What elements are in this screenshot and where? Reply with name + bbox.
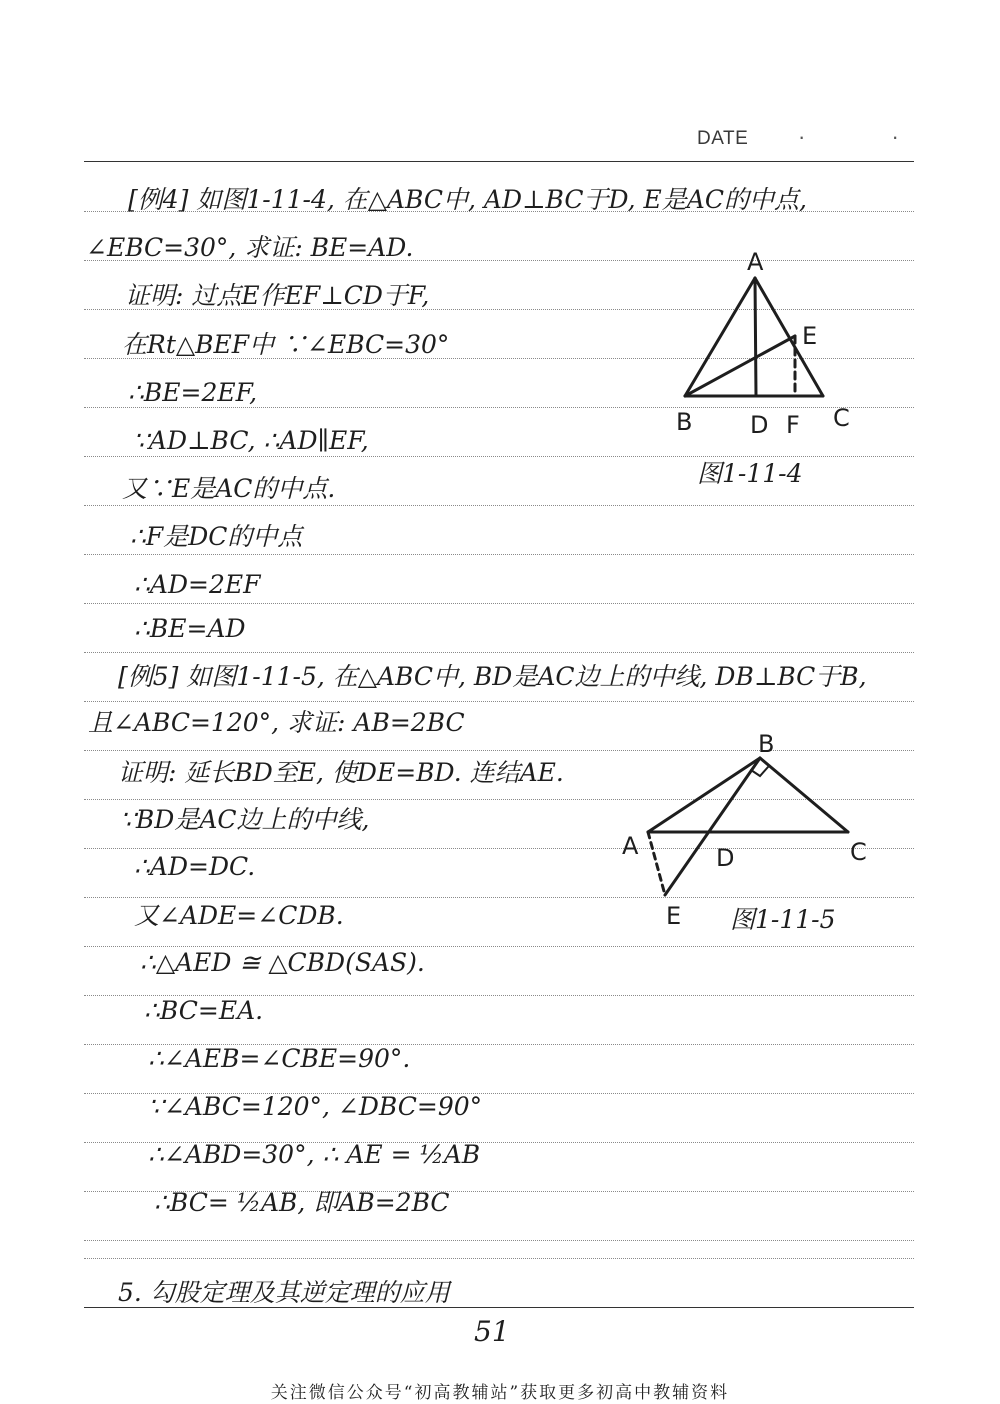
example5-proof-line: ∴∠AEB=∠CBE=90°. [148, 1044, 411, 1073]
label-e: E [802, 322, 818, 350]
label-e: E [666, 902, 682, 930]
ruled-line [84, 1258, 914, 1259]
label-c: C [850, 838, 867, 866]
ruled-line [84, 554, 914, 555]
section-heading: 5. 勾股定理及其逆定理的应用 [118, 1278, 450, 1307]
example5-proof-line: ∴AD=DC. [134, 852, 256, 881]
altitude-ad [755, 278, 756, 396]
label-a: A [622, 832, 639, 860]
page-number: 51 [474, 1315, 510, 1348]
example5-proof-line: ∴BC= ½AB, 即AB=2BC [154, 1188, 450, 1217]
date-label: DATE [697, 128, 749, 149]
example5-proof-line: 证明: 延长BD至E, 使DE=BD. 连结AE. [118, 758, 564, 787]
example4-proof-line: ∴BE=2EF, [128, 378, 258, 407]
ruled-line [84, 652, 914, 653]
example5-problem-line2: 且∠ABC=120°, 求证: AB=2BC [88, 708, 465, 737]
segment-be [665, 758, 760, 895]
example5-proof-line: ∴∠ABD=30°, ∴ AE = ½AB [148, 1140, 481, 1169]
figure-1-11-4-caption: 图1-11-4 [697, 459, 803, 488]
figure-1-11-4 [670, 248, 870, 448]
example4-proof-line: 在Rt△BEF中 ∵∠EBC=30° [122, 330, 450, 359]
label-b: B [758, 730, 775, 758]
side-bc [760, 758, 848, 832]
example5-proof-line: ∴△AED ≅ △CBD(SAS). [140, 948, 425, 977]
footer-rule [84, 1307, 914, 1308]
example5-proof-line: ∴BC=EA. [144, 996, 264, 1025]
example5-problem-line1: [例5] 如图1-11-5, 在△ABC中, BD是AC边上的中线, DB⊥BC于B, [118, 662, 867, 691]
footer-note: 关注微信公众号“初高教辅站”获取更多初高中教辅资料 [270, 1383, 730, 1403]
example5-proof-line: ∵∠ABC=120°, ∠DBC=90° [148, 1092, 483, 1121]
label-d: D [750, 411, 769, 439]
label-c: C [833, 404, 850, 432]
example4-problem-line1: [例4] 如图1-11-4, 在△ABC中, AD⊥BC于D, E是AC的中点, [128, 185, 807, 214]
label-d: D [716, 844, 735, 872]
ruled-line [84, 603, 914, 604]
date-dots: · · [798, 124, 939, 149]
example4-proof-line: ∵AD⊥BC, ∴AD∥EF, [133, 426, 369, 455]
ruled-line [84, 505, 914, 506]
label-a: A [747, 248, 764, 276]
ruled-line [84, 946, 914, 947]
ruled-line [84, 701, 914, 702]
example4-proof-line: ∴AD=2EF [134, 570, 261, 599]
segment-ae [648, 832, 665, 895]
example4-problem-line2: ∠EBC=30°, 求证: BE=AD. [86, 233, 414, 262]
header-rule [84, 161, 914, 162]
example5-proof-line: ∵BD是AC边上的中线, [120, 805, 370, 834]
side-ab [648, 758, 760, 832]
label-f: F [786, 411, 800, 439]
example5-proof-line: 又∠ADE=∠CDB. [134, 901, 344, 930]
example4-proof-line: 又∵E是AC的中点. [122, 474, 336, 503]
example4-proof-line: ∴F是DC的中点 [130, 522, 303, 551]
figure-1-11-5-caption: 图1-11-5 [730, 905, 836, 934]
example4-proof-line: 证明: 过点E作EF⊥CD于F, [125, 281, 430, 310]
ruled-line [84, 1240, 914, 1241]
label-b: B [676, 408, 693, 436]
example4-proof-line: ∴BE=AD [134, 614, 246, 643]
